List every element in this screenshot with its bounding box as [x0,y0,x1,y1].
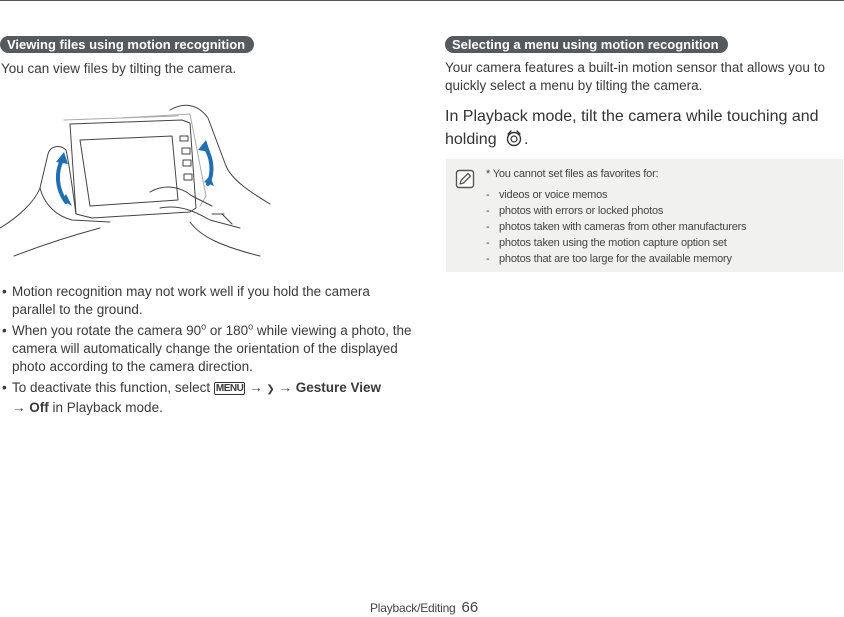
camera-tilt-illustration [0,96,300,268]
list-item: - photos taken using the motion capture option set [486,237,727,249]
list-item: - photos taken with cameras from other manufacturers [486,221,747,233]
note-title: * You cannot set files as favorites for: [486,168,659,180]
chevron-down-icon: ❯ [266,384,275,395]
menu-button-icon: MENU [215,383,244,394]
instruction-text: In Playback mode, tilt the camera while touching and holding . [445,108,819,148]
list-item: • Motion recognition may not work well if you hold the camera parallel to the ground. [2,284,370,317]
left-intro-text: You can view files by tilting the camera. [1,61,237,76]
gesture-touch-icon [504,128,524,148]
page-number: 66 [461,599,479,616]
list-item: • When you rotate the camera 90$^o$ or 180$^o$ while viewing a photo, the camera will automatically change the orientation of the displayed photo according to the camera direction. [2,321,412,374]
right-intro-text: Your camera features a built-in motion sensor that allows you to quickly select a menu by tilting the camera. [445,60,825,93]
note-pencil-icon [455,169,475,189]
footer-section-name: Playback/Editing [370,601,456,615]
note-box [446,159,843,272]
list-item: - videos or voice memos [486,189,608,201]
note-list [486,187,746,267]
section-heading-selecting: Selecting a menu using motion recognition [445,36,728,53]
list-item: • To deactivate this function, select MENU → ❯ → Gesture View → Off in Playback mode. [2,380,382,415]
list-item: - photos that are too large for the available memory [486,253,732,265]
list-item: - photos with errors or locked photos [486,205,664,217]
top-rule [0,0,844,1]
page-footer [370,599,478,616]
left-bullet-list [0,283,412,420]
section-heading-viewing: Viewing files using motion recognition [0,36,254,53]
